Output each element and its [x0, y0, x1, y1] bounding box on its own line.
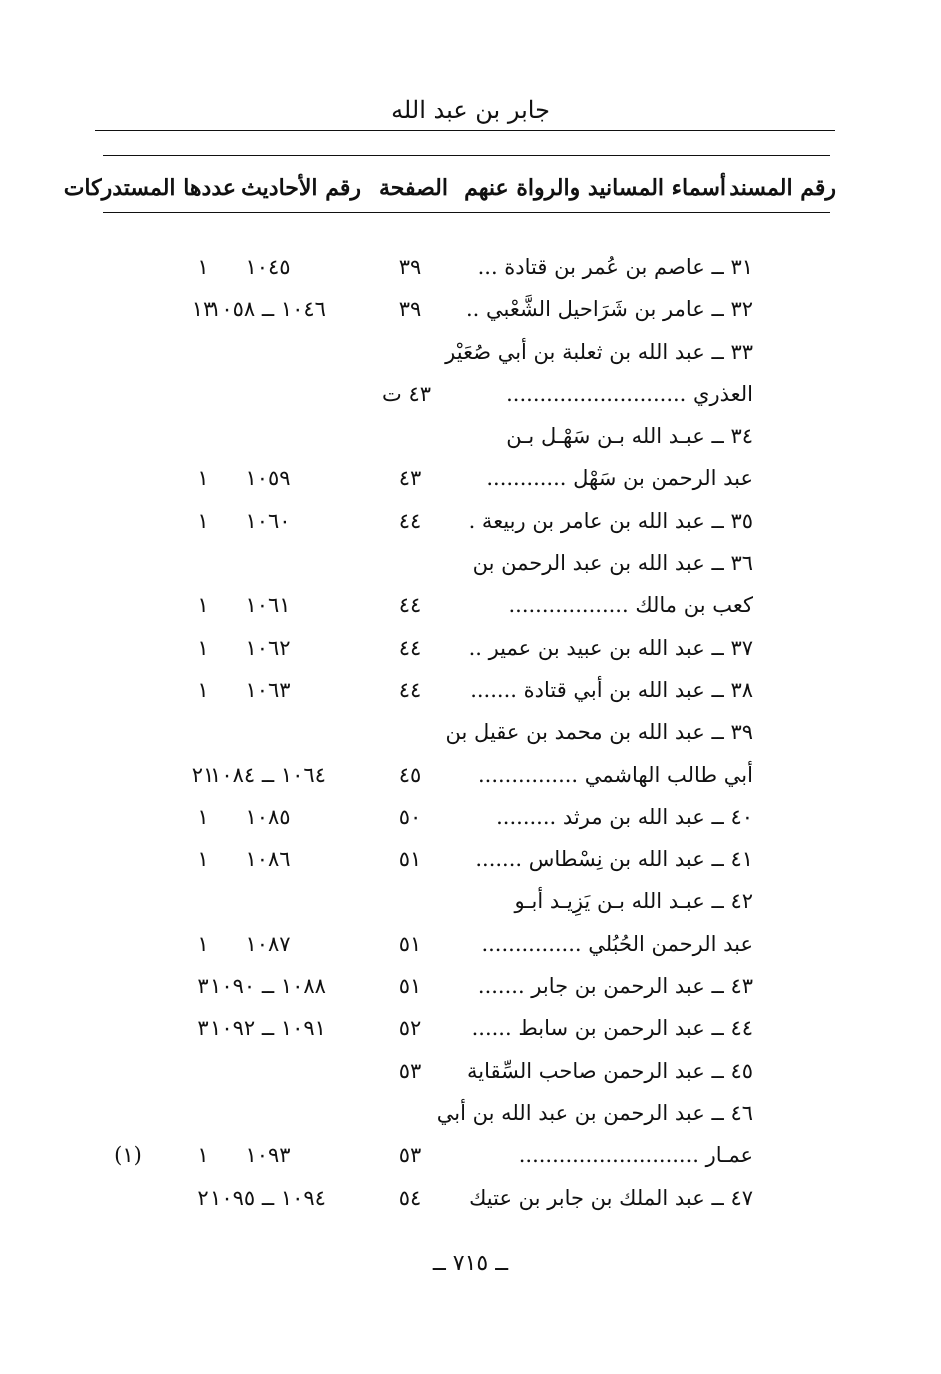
row-count: ١: [197, 255, 209, 279]
table-row: [0, 1092, 941, 1134]
row-count: ١٣: [191, 297, 215, 322]
row-name: ٣٩ ــ عبد الله بن محمد بن عقيل بن: [445, 720, 753, 745]
row-name: ٣٤ ــ عبـد الله بـن سَهْـل بـن: [506, 424, 753, 449]
row-page: ٤٤: [398, 593, 422, 618]
row-page: ٥٢: [398, 1016, 422, 1041]
row-page: ٥١: [398, 847, 422, 872]
row-name: ٣٣ ــ عبد الله بن ثعلبة بن أبي صُعَيْر: [445, 339, 753, 364]
row-page: ٤٥: [398, 762, 422, 787]
row-page: ٤٣: [398, 466, 422, 491]
row-name: كعب بن مالك ..................: [508, 593, 753, 618]
row-name: عبد الرحمن الحُبُلي ...............: [481, 931, 753, 956]
table-row: [0, 1007, 941, 1049]
row-name: ٤٦ ــ عبد الرحمن بن عبد الله بن أبي: [436, 1100, 753, 1125]
row-page: ٥١: [398, 931, 422, 956]
table-row: [0, 669, 941, 711]
row-hadith-range: ١٠٨٨ ــ ١٠٩٠: [210, 974, 326, 999]
row-hadith-range: ١٠٦٠: [245, 508, 291, 533]
row-hadith-range: ١٠٨٥: [245, 804, 291, 829]
row-page: ٤٤: [398, 635, 422, 660]
row-hadith-range: ١٠٨٧: [245, 931, 291, 956]
row-name: ٤٢ ــ عبـد الله بـن يَزِيـد أبـو: [514, 889, 753, 914]
row-name: ٤٤ ــ عبد الرحمن بن سابط ......: [471, 1016, 753, 1041]
row-count: ١: [197, 677, 209, 702]
row-count: ١: [197, 635, 209, 660]
row-name: عبد الرحمن بن سَهْل ............: [486, 466, 753, 491]
row-name: ٣٧ ــ عبد الله بن عبيد بن عمير ..: [468, 635, 753, 660]
table-row: [0, 542, 941, 584]
column-header-mustadrak: المستدركات: [63, 175, 176, 201]
table-row: [0, 415, 941, 457]
table-row: [0, 1177, 941, 1219]
row-name: ٤٧ ــ عبد الملك بن جابر بن عتيك: [469, 1185, 753, 1210]
row-name: ٤٠ ــ عبد الله بن مرثد .........: [496, 804, 753, 829]
row-count: ١: [197, 508, 209, 533]
row-count: ٢١: [191, 762, 215, 787]
header-bottom-rule: [103, 212, 830, 213]
row-hadith-range: ١٠٩٣: [245, 1143, 291, 1168]
table-row: [0, 923, 941, 965]
row-count: ١: [197, 931, 209, 956]
table-row: [0, 288, 941, 330]
row-page: ٤٣ ت: [381, 381, 431, 406]
row-page: ٥٤: [398, 1185, 422, 1210]
row-page: ٤٤: [398, 508, 422, 533]
page-number: ــ ٧١٥ ــ: [432, 1251, 509, 1276]
row-name: عمـار ...........................: [518, 1143, 753, 1168]
row-page: ٥٠: [398, 804, 422, 829]
row-count: ١: [197, 593, 209, 618]
row-count: ٣: [197, 974, 209, 999]
row-page: ٣٩: [398, 255, 422, 279]
table-row: [0, 965, 941, 1007]
row-name: ٣٨ ــ عبد الله بن أبي قتادة .......: [470, 677, 753, 702]
row-page: ٥١: [398, 974, 422, 999]
row-count: ١: [197, 804, 209, 829]
table-row: [0, 457, 941, 499]
table-row: [0, 373, 941, 415]
row-name: أبي طالب الهاشمي ...............: [477, 762, 753, 787]
row-page: ٥٣: [398, 1058, 422, 1083]
row-name: ٤٣ ــ عبد الرحمن بن جابر .......: [477, 974, 753, 999]
row-hadith-range: ١٠٥٩: [245, 466, 291, 491]
row-hadith-range: ١٠٦٢: [245, 635, 291, 660]
table-row: [0, 246, 941, 288]
row-name: ٤١ ــ عبد الله بن نِسْطاس .......: [475, 847, 753, 872]
column-header-page: الصفحة: [378, 175, 448, 201]
column-header-names: أسماء المسانيد والرواة عنهم: [464, 175, 726, 201]
table-row: [0, 1134, 941, 1176]
row-hadith-range: ١٠٤٦ ــ ١٠٥٨: [210, 297, 326, 322]
row-page: ٤٤: [398, 677, 422, 702]
table-row: [0, 331, 941, 373]
row-name: ٣٢ ــ عامر بن شَرَاحيل الشَّعْبي ..: [465, 297, 753, 322]
row-name: العذري ...........................: [506, 381, 753, 406]
table-row: [0, 584, 941, 626]
row-count: ١: [197, 466, 209, 491]
table-row: [0, 754, 941, 796]
row-page: ٥٣: [398, 1143, 422, 1168]
row-hadith-range: ١٠٦٣: [245, 677, 291, 702]
row-name: ٤٥ ــ عبد الرحمن صاحب السِّقاية: [467, 1058, 753, 1083]
table-row: [0, 796, 941, 838]
row-hadith-range: ١٠٦١: [245, 593, 291, 618]
table-row: [0, 838, 941, 880]
row-count: ٣: [197, 1016, 209, 1041]
row-hadith-range: ١٠٦٤ ــ ١٠٨٤: [210, 762, 326, 787]
running-head: جابر بن عبد الله: [391, 96, 550, 124]
table-row: [0, 500, 941, 542]
index-table: [0, 246, 941, 1219]
row-count: ١: [197, 847, 209, 872]
row-name: ٣١ ــ عاصم بن عُمر بن قتادة ...: [477, 255, 753, 279]
column-header-count-mustadrak: [64, 170, 236, 206]
column-header-hadith: رقم الأحاديث: [241, 175, 361, 201]
top-rule: [95, 130, 835, 131]
column-header-number: رقم المسند: [729, 175, 836, 201]
table-row: [0, 880, 941, 922]
row-mustadrak: (١): [114, 1143, 142, 1168]
header-top-rule: [103, 155, 830, 156]
row-count: ٢: [197, 1185, 209, 1210]
row-hadith-range: ١٠٩٤ ــ ١٠٩٥: [210, 1185, 326, 1210]
column-header-count: عددها: [183, 175, 236, 201]
row-hadith-range: ١٠٨٦: [245, 847, 291, 872]
row-hadith-range: ١٠٤٥: [245, 255, 291, 279]
row-page: ٣٩: [398, 297, 422, 322]
table-row: [0, 711, 941, 753]
row-name: ٣٥ ــ عبد الله بن عامر بن ربيعة .: [468, 508, 753, 533]
table-row: [0, 1050, 941, 1092]
row-name: ٣٦ ــ عبد الله بن عبد الرحمن بن: [472, 551, 753, 576]
row-count: ١: [197, 1143, 209, 1168]
row-hadith-range: ١٠٩١ ــ ١٠٩٢: [210, 1016, 326, 1041]
table-row: [0, 627, 941, 669]
